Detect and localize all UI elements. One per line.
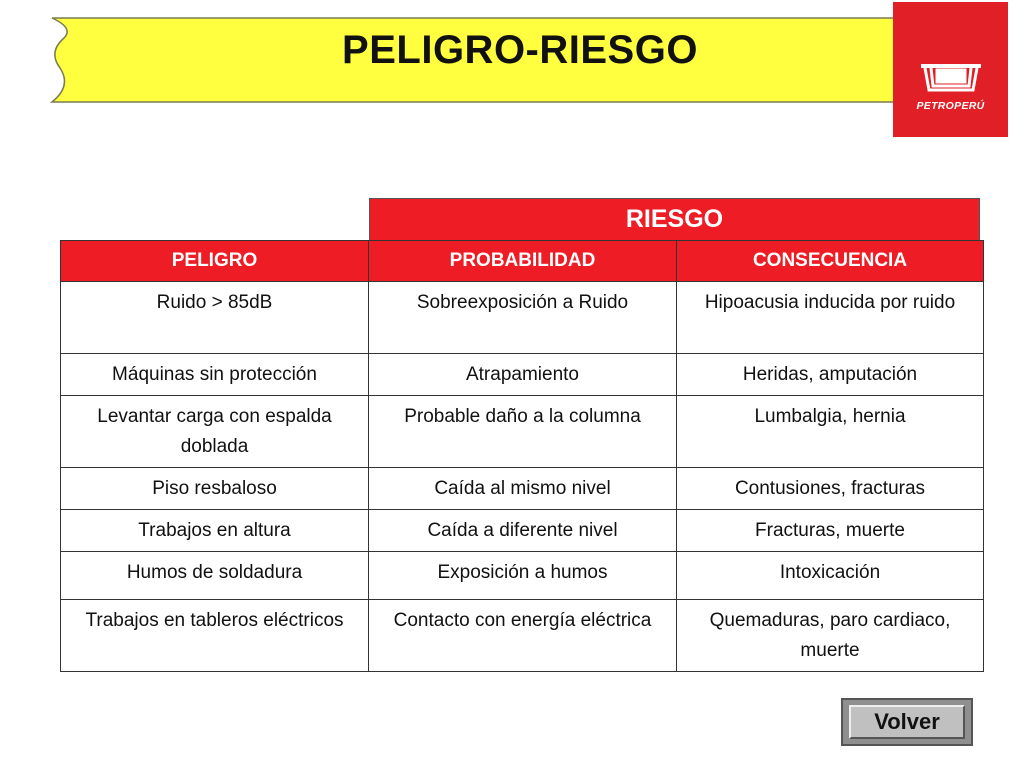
petroperu-logo	[893, 2, 1008, 137]
column-header-probabilidad: PROBABILIDAD	[369, 241, 677, 282]
consecuencia-cell: Contusiones, fracturas	[677, 468, 984, 510]
peligro-cell: Trabajos en altura	[61, 510, 369, 552]
table-row	[61, 510, 984, 552]
probabilidad-cell: Contacto con energía eléctrica	[369, 600, 677, 672]
consecuencia-cell: Fracturas, muerte	[677, 510, 984, 552]
table-row	[61, 468, 984, 510]
peligro-cell: Ruido > 85dB	[61, 282, 369, 354]
volver-button-label: Volver	[849, 705, 965, 739]
table-row	[61, 396, 984, 468]
probabilidad-cell: Sobreexposición a Ruido	[369, 282, 677, 354]
probabilidad-cell: Exposición a humos	[369, 552, 677, 600]
consecuencia-cell: Heridas, amputación	[677, 354, 984, 396]
peligro-cell: Levantar carga con espalda doblada	[61, 396, 369, 468]
probabilidad-cell: Atrapamiento	[369, 354, 677, 396]
table-header-row	[61, 241, 984, 282]
consecuencia-cell: Intoxicación	[677, 552, 984, 600]
consecuencia-cell: Lumbalgia, hernia	[677, 396, 984, 468]
logo-text: PETROPERÚ	[916, 100, 985, 112]
table-row	[61, 354, 984, 396]
consecuencia-cell: Quemaduras, paro cardiaco, muerte	[677, 600, 984, 672]
volver-button[interactable]	[841, 698, 973, 746]
table-row	[61, 600, 984, 672]
peligro-cell: Trabajos en tableros eléctricos	[61, 600, 369, 672]
column-header-consecuencia: CONSECUENCIA	[677, 241, 984, 282]
probabilidad-cell: Caída al mismo nivel	[369, 468, 677, 510]
riesgo-group-header: RIESGO	[369, 198, 980, 240]
consecuencia-cell: Hipoacusia inducida por ruido	[677, 282, 984, 354]
probabilidad-cell: Caída a diferente nivel	[369, 510, 677, 552]
petroperu-emblem-icon	[893, 2, 1008, 102]
table-row	[61, 552, 984, 600]
risk-table	[60, 240, 984, 672]
probabilidad-cell: Probable daño a la columna	[369, 396, 677, 468]
peligro-cell: Piso resbaloso	[61, 468, 369, 510]
column-header-peligro: PELIGRO	[61, 241, 369, 282]
table-row	[61, 282, 984, 354]
peligro-cell: Humos de soldadura	[61, 552, 369, 600]
page-title: PELIGRO-RIESGO	[342, 28, 698, 72]
peligro-cell: Máquinas sin protección	[61, 354, 369, 396]
